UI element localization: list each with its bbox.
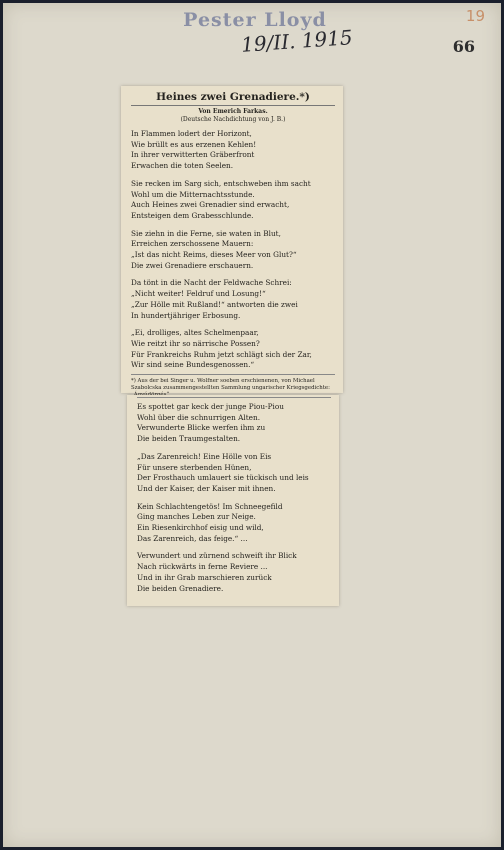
verse-line: Wie reitzt ihr so närrische Possen?: [131, 338, 260, 348]
verse-line: Wir sind seine Bundesgenossen.“: [131, 360, 255, 370]
verse-line: „Nicht weiter! Feldruf und Losung!“: [131, 289, 266, 299]
verse-line: Erreichen zerschossene Mauern:: [131, 239, 254, 249]
stanza: [131, 328, 335, 371]
verse-line: Kein Schlachtengetös! Im Schneegefild: [137, 501, 283, 511]
poem-credit: (Deutsche Nachdichtung von J. B.): [180, 116, 286, 123]
verse-line: „Zur Hölle mit Rußland!“ antworten die zwei: [131, 299, 298, 309]
page-number: 66: [452, 37, 475, 56]
verse-line: In Flammen lodert der Horizont,: [131, 129, 252, 138]
verse-line: Die zwei Grenadiere erschauern.: [131, 260, 254, 270]
verse-line: Verwundert und zürnend schweift ihr Blick: [137, 551, 297, 561]
stanza: [137, 551, 331, 594]
stanza: [137, 502, 331, 545]
clipping-part-2: [127, 395, 339, 606]
verse-line: Die beiden Grenadiere.: [137, 583, 224, 593]
poem-title: Heines zwei Grenadiere.*): [131, 91, 335, 106]
verse-line: „Das Zarenreich! Eine Hölle von Eis: [137, 451, 272, 461]
verse-line: Nach rückwärts in ferne Reviere ...: [137, 562, 268, 572]
stanza: [137, 402, 331, 445]
handwritten-date: 19/II. 1915: [240, 25, 354, 57]
footnote: *) Aus der bei Singer u. Wolfner soeben erschienenen, von Michael Szabolcska zusammengestellten Sammlung ungarischer Kriegsgedichte:: [131, 374, 335, 399]
clipping-body: [131, 86, 335, 399]
verse-line: Verwunderte Blicke werfen ihm zu: [137, 423, 266, 433]
verse-line: Auch Heines zwei Grenadier sind erwacht,: [131, 200, 290, 210]
verse-line: Ein Riesenkirchhof eisig und wild,: [137, 523, 264, 533]
verse-line: Für Frankreichs Ruhm jetzt schlägt sich der Zar,: [131, 349, 312, 359]
verse-line: Wohl um die Mitternachtsstunde.: [131, 189, 255, 199]
verse-line: Da tönt in die Nacht der Feldwache Schrei:: [131, 278, 292, 288]
verse-line: Die beiden Traumgestalten.: [137, 434, 241, 444]
archive-page: [3, 3, 501, 847]
verse-line: In hundertjähriger Erbosung.: [131, 310, 241, 320]
verse-line: Sie recken im Sarg sich, entschweben ihm sacht: [131, 178, 311, 188]
verse-line: In ihrer verwitterten Gräberfront: [131, 150, 255, 160]
verse-line: Und der Kaiser, der Kaiser mit ihnen.: [137, 483, 276, 493]
verse-line: Entsteigen dem Grabesschlunde.: [131, 210, 254, 220]
stanza: [131, 278, 335, 321]
verse-line: Der Frosthauch umlauert sie tückisch und leis: [137, 473, 309, 483]
corner-number: 19: [465, 7, 485, 25]
verse-line: Für unsere sterbenden Hünen,: [137, 462, 252, 472]
stanza: [131, 129, 335, 172]
verse-line: Es spottet gar keck der junge Piou-Piou: [137, 402, 284, 411]
divider: [137, 397, 331, 398]
poem-byline: Von Emerich Farkas.: [198, 108, 268, 115]
verse-line: Und in ihr Grab marschieren zurück: [137, 572, 272, 582]
verse-line: Wie brüllt es aus erzenen Kehlen!: [131, 139, 257, 149]
verse-line: Ging manches Leben zur Neige.: [137, 512, 256, 522]
stanza: [131, 229, 335, 272]
stanza: [137, 452, 331, 495]
verse-line: Wohl über die schnurrigen Alten.: [137, 412, 261, 422]
verse-line: Erwachen die toten Seelen.: [131, 161, 234, 171]
verse-line: „Ei, drolliges, altes Schelmenpaar,: [131, 328, 259, 338]
newspaper-stamp: Pester Lloyd: [183, 9, 327, 31]
verse-line: Sie ziehn in die Ferne, sie waten in Blut,: [131, 228, 281, 238]
clipping-continuation: [137, 395, 331, 601]
clipping-part-1: [121, 86, 343, 393]
stanza: [131, 179, 335, 222]
verse-line: Das Zarenreich, das feige.“ ...: [137, 533, 248, 543]
verse-line: „Ist das nicht Reims, dieses Meer von Glut?“: [131, 250, 297, 260]
